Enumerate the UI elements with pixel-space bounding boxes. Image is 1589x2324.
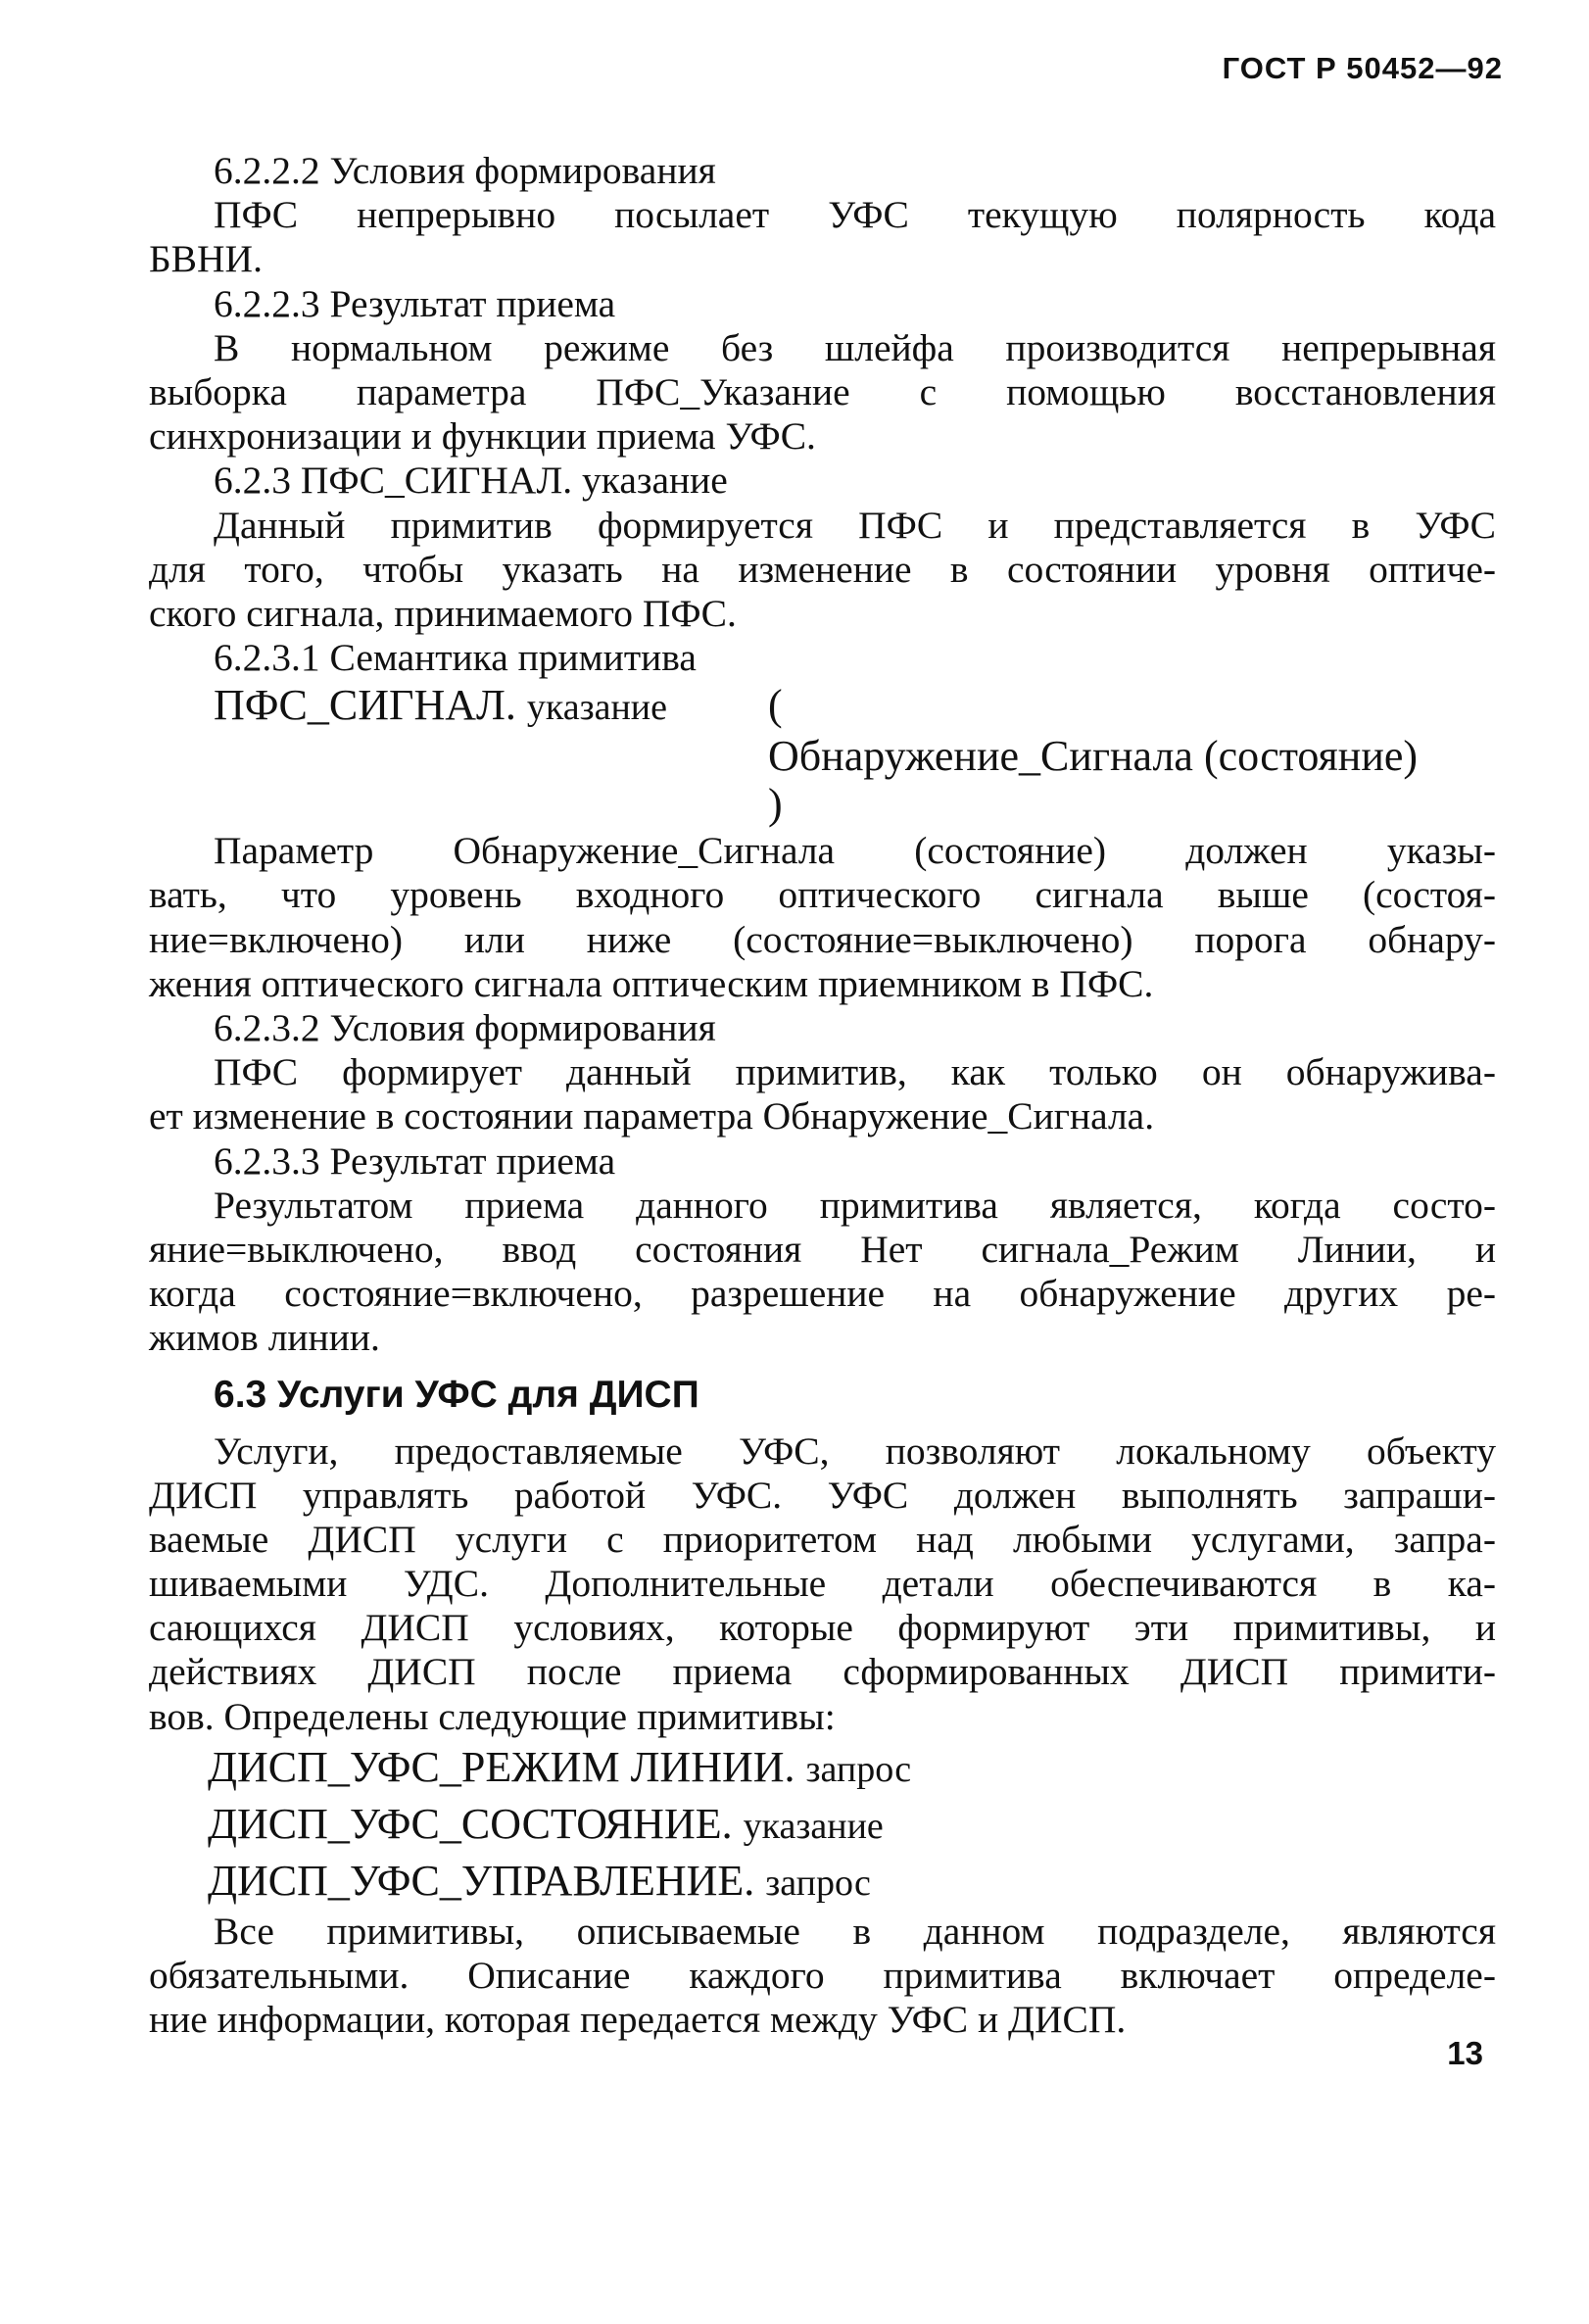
paragraph-line: синхронизации и функции приема УФС. <box>149 414 816 459</box>
subsection-title: 6.2.3.2 Условия формирования <box>214 1006 716 1049</box>
open-paren: ( <box>768 681 783 730</box>
paragraph-line: Параметр Обнаружение_Сигнала (состояние) должен указы- <box>214 829 1496 873</box>
paragraph-line: когда состояние=включено, разрешение на обнаружение других ре- <box>149 1272 1496 1316</box>
paragraph-line: жимов линии. <box>149 1316 380 1360</box>
paragraph-line: ние=включено) или ниже (состояние=выключено) порога обнару- <box>149 917 1496 961</box>
paragraph-line: Данный примитив формируется ПФС и представляется в УФС <box>214 503 1496 547</box>
parameter-text: Обнаружение_Сигнала (состояние) <box>768 732 1419 781</box>
page-number: 13 <box>1447 2035 1483 2071</box>
paragraph-line: ПФС формирует данный примитив, как только он обнаружива- <box>214 1050 1496 1094</box>
paragraph-line: ДИСП управлять работой УФС. УФС должен выполнять запраши- <box>149 1473 1496 1517</box>
paragraph-line: жения оптического сигнала оптическим приемником в ПФС. <box>149 961 1154 1005</box>
paragraph-line: В нормальном режиме без шлейфа производится непрерывная <box>214 325 1496 369</box>
primitive-list-item: ДИСП_УФС_УПРАВЛЕНИЕ. запрос <box>208 1856 871 1905</box>
primitive-list-item: ДИСП_УФС_РЕЖИМ ЛИНИИ. запрос <box>208 1742 912 1791</box>
subsection-title: 6.2.2.3 Результат приема <box>214 281 616 325</box>
paragraph-line: ваемые ДИСП услуги с приоритетом над любыми услугами, запра- <box>149 1517 1496 1561</box>
primitive-definition <box>149 680 1496 731</box>
subsection-title: 6.2.3.1 Семантика примитива <box>214 636 697 680</box>
primitive-suffix: указание <box>526 687 668 729</box>
section-heading: 6.3 Услуги УФС для ДИСП <box>214 1373 699 1416</box>
page-header-standard: ГОСТ Р 50452—92 <box>1222 51 1503 85</box>
primitive-list-item: ДИСП_УФС_СОСТОЯНИЕ. указание <box>208 1799 884 1848</box>
paragraph-line: Результатом приема данного примитива является, когда состо- <box>214 1183 1496 1227</box>
paragraph-line: шиваемыми УДС. Дополнительные детали обеспечиваются в ка- <box>149 1562 1496 1606</box>
subsection-title: 6.2.3.3 Результат приема <box>214 1138 616 1183</box>
page-body <box>149 149 1496 2042</box>
paragraph-line: Услуги, предоставляемые УФС, позволяют локальному объекту <box>214 1428 1496 1473</box>
paragraph-line: сающихся ДИСП условиях, которые формируют эти примитивы, и <box>149 1606 1496 1650</box>
paragraph-line: для того, чтобы указать на изменение в состоянии уровня оптиче- <box>149 547 1496 591</box>
paragraph-line: ет изменение в состоянии параметра Обнаружение_Сигнала. <box>149 1094 1155 1138</box>
paragraph-line: БВНИ. <box>149 237 263 281</box>
primitive-close <box>149 782 1496 829</box>
subsection-title: 6.2.2.2 Условия формирования <box>214 149 716 192</box>
close-paren: ) <box>768 780 783 829</box>
paragraph-line: вов. Определены следующие примитивы: <box>149 1694 836 1738</box>
primitive-name: ПФС_СИГНАЛ. указание <box>214 681 668 730</box>
paragraph-line: вать, что уровень входного оптического сигнала выше (состоя- <box>149 873 1496 917</box>
paragraph-line: ПФС непрерывно посылает УФС текущую полярность кода <box>214 193 1496 237</box>
subsection-title: 6.2.3 ПФС_СИГНАЛ. указание <box>214 459 728 503</box>
paragraph-line: выборка параметра ПФС_Указание с помощью восстановления <box>149 369 1496 413</box>
primitive-parameter <box>149 731 1496 782</box>
paragraph-line: обязательными. Описание каждого примитива включает определе- <box>149 1954 1496 1997</box>
paragraph-line: действиях ДИСП после приема сформированных ДИСП примити- <box>149 1650 1496 1694</box>
paragraph-line: ние информации, которая передается между УФС и ДИСП. <box>149 1998 1127 2042</box>
paragraph-line: Все примитивы, описываемые в данном подразделе, являются <box>214 1909 1496 1953</box>
paragraph-line: яние=выключено, ввод состояния Нет сигнала_Режим Линии, и <box>149 1227 1496 1271</box>
paragraph-line: ского сигнала, принимаемого ПФС. <box>149 591 737 635</box>
